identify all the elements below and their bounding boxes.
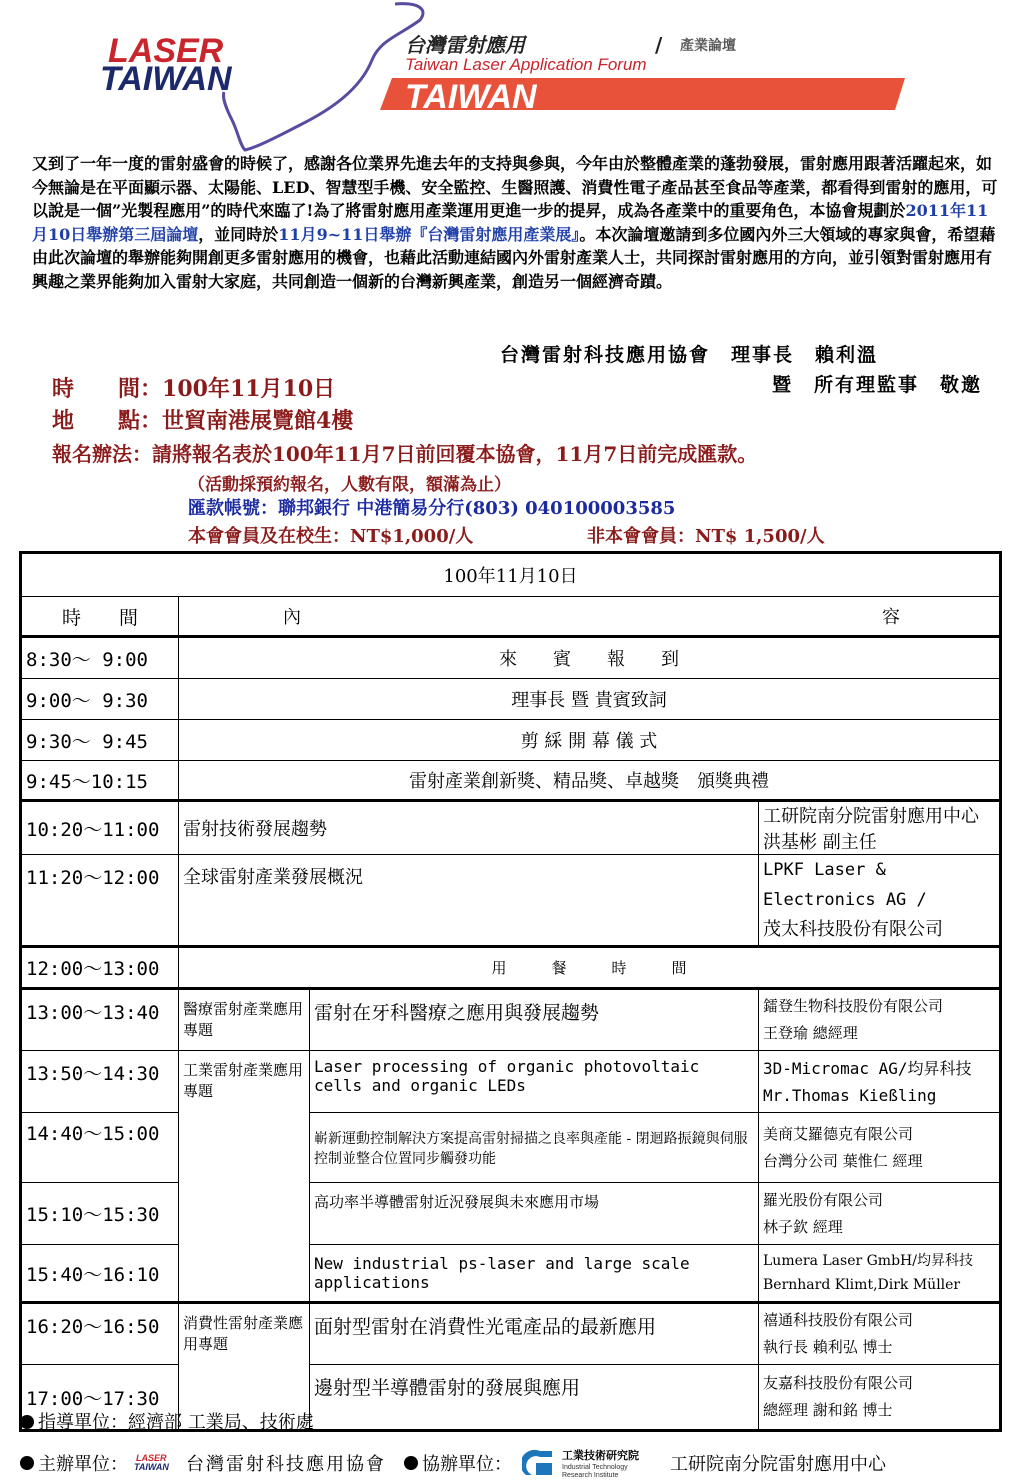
row-speaker: 3D-Micromac AG/均昇科技 Mr.Thomas Kießling [759,1051,1001,1113]
row-title: 高功率半導體雷射近況發展與未來應用市場 [310,1183,759,1245]
row-title: 邊射型半導體雷射的發展與應用 [310,1365,759,1431]
row-speaker: LPKF Laser & Electronics AG / 茂太科技股份有限公司 [759,855,1001,947]
svg-text:Industrial Technology: Industrial Technology [562,1464,628,1471]
row-session: 工業雷射產業應用專題 [179,1051,310,1303]
bullet-icon [20,1415,34,1429]
row-time: 10:20～11:00 [21,801,179,855]
row-session: 醫療雷射產業應用專題 [179,989,310,1051]
row-topic: 全球雷射產業發展概況 [179,855,759,947]
row-title: Laser processing of organic photovoltaic cells and organic LEDs [310,1051,759,1113]
footer-guide: 指導單位：經濟部 工業局、技術處 [20,1408,314,1434]
row-speaker: 鐳登生物科技股份有限公司 王登瑜 總經理 [759,989,1001,1051]
registration-note: （活動採預約報名，人數有限，額滿為止） [188,475,511,495]
row-title: 嶄新運動控制解決方案提高雷射掃描之良率與產能 - 閉迴路振鏡與伺服控制並整合位置同步觸發功能 [310,1113,759,1183]
svg-text:TAIWAN: TAIWAN [134,1462,169,1472]
row-time: 12:00～13:00 [21,947,179,989]
header-content: 內 容 [179,597,1001,637]
row-title: 面射型雷射在消費性光電產品的最新應用 [310,1303,759,1365]
row-time: 17:00～17:30 [21,1365,179,1431]
itri-logo-icon [522,1445,662,1481]
taiwan-map-icon [223,4,423,150]
row-speaker: 美商艾羅德克有限公司 台灣分公司 葉惟仁 經理 [759,1113,1001,1183]
svg-text:/: / [655,33,663,57]
schedule-table [19,551,1002,1432]
registration-method: 報名辦法：請將報名表於100年11月7日前回覆本協會，11月7日前完成匯款。 [52,442,758,466]
title-sub: 產業論壇 [680,38,736,54]
row-content: 用 餐 時 間 [179,947,1001,989]
row-time: 15:40～16:10 [21,1245,179,1303]
svg-text:工業技術研究院: 工業技術研究院 [562,1449,639,1462]
row-time: 11:20～12:00 [21,855,179,947]
row-content: 來 賓 報 到 [179,637,1001,679]
svg-text:LASER: LASER [136,1453,167,1463]
svg-text:Research Institute: Research Institute [562,1472,619,1479]
row-title: 雷射在牙科醫療之應用與發展趨勢 [310,989,759,1051]
row-session: 消費性雷射產業應用專題 [179,1303,310,1431]
row-time: 9:30～ 9:45 [21,720,179,761]
row-topic: 雷射技術發展趨勢 [179,801,759,855]
laser-taiwan-small-logo-icon [132,1450,172,1476]
row-time: 9:00～ 9:30 [21,679,179,720]
row-speaker: 工研院南分院雷射應用中心 洪基彬 副主任 [759,801,1001,855]
logo-laser-text: LASER [108,32,224,70]
title-cn: 台灣雷射應用 [405,33,525,57]
row-time: 9:45～10:15 [21,761,179,801]
row-time: 8:30～ 9:00 [21,637,179,679]
row-time: 16:20～16:50 [21,1303,179,1365]
footer-organizers: 主辦單位： LASER TAIWAN 台灣雷射科技應用協會 協辦單位： 工業技術研究院 Industrial Technology Research Institute 工研院南分院雷射應用中心 [20,1445,886,1481]
bank-account: 匯款帳號：聯邦銀行 中港簡易分行(803) 040100003585 [188,498,676,519]
bullet-icon [20,1456,34,1470]
fee-member: 本會會員及在校生：NT$1,000/人 [188,526,474,547]
row-speaker: Lumera Laser GmbH/均昇科技 Bernhard Klimt,Dirk Müller [759,1245,1001,1303]
bullet-icon [404,1456,418,1470]
row-speaker: 禧通科技股份有限公司 執行長 賴利弘 博士 [759,1303,1001,1365]
logo-taiwan-text: TAIWAN [100,60,232,98]
row-content: 理事長 暨 貴賓致詞 [179,679,1001,720]
banner-text: TAIWAN [405,78,537,116]
header-time: 時 間 [21,597,179,637]
title-en: Taiwan Laser Application Forum [405,55,647,74]
signature-line-1: 台灣雷射科技應用協會 理事長 賴利溫 [500,344,879,366]
row-title: New industrial ps-laser and large scale applications [310,1245,759,1303]
table-date: 100年11月10日 [21,553,1001,597]
row-speaker: 友嘉科技股份有限公司 總經理 謝和銘 博士 [759,1365,1001,1431]
row-time: 13:50～14:30 [21,1051,179,1113]
row-time: 13:00～13:40 [21,989,179,1051]
row-content: 雷射產業創新獎、精品獎、卓越獎 頒獎典禮 [179,761,1001,801]
forum-header-logo [0,0,1024,155]
fee-nonmember: 非本會會員：NT$ 1,500/人 [587,526,825,547]
row-time: 14:40～15:00 [21,1113,179,1183]
intro-paragraph: 又到了一年一度的雷射盛會的時候了，感謝各位業界先進去年的支持與參與，今年由於整體產業的蓬勃發展，雷射應用跟著活躍起來，如今無論是在平面顯示器、太陽能、LED、智慧型手機、安全監控、生醫照護、消費性電子產品甚至食品等產業，都看得到雷射的應用，可以說是一個”光製程應用”的時代來臨了!為了將雷射應用產業運用更進一步的提昇，成為各產業中的重要角色，本協會規劃於2011年11月10日舉辦第三屆論壇，並同時於11月9~11日舉辦『台灣雷射應用產業展』。本次論壇邀請到多位國內外三大領域的專家與會，希望藉由此次論壇的舉辦能夠開創更多雷射應用的機會，也藉此活動連結國內外雷射產業人士，共同探討雷射應用的方向，並引領對雷射應用有興趣之業界能夠加入雷射大家庭，共同創造一個新的台灣新興產業，創造另一個經濟奇蹟。 [32,154,998,291]
event-place: 地 點：世貿南港展覽館4樓 [52,408,354,434]
signature-line-2: 暨 所有理監事 敬邀 [772,374,983,396]
row-content: 剪 綵 開 幕 儀 式 [179,720,1001,761]
event-time: 時 間：100年11月10日 [52,376,336,402]
row-time: 15:10～15:30 [21,1183,179,1245]
row-speaker: 羅光股份有限公司 林子欽 經理 [759,1183,1001,1245]
